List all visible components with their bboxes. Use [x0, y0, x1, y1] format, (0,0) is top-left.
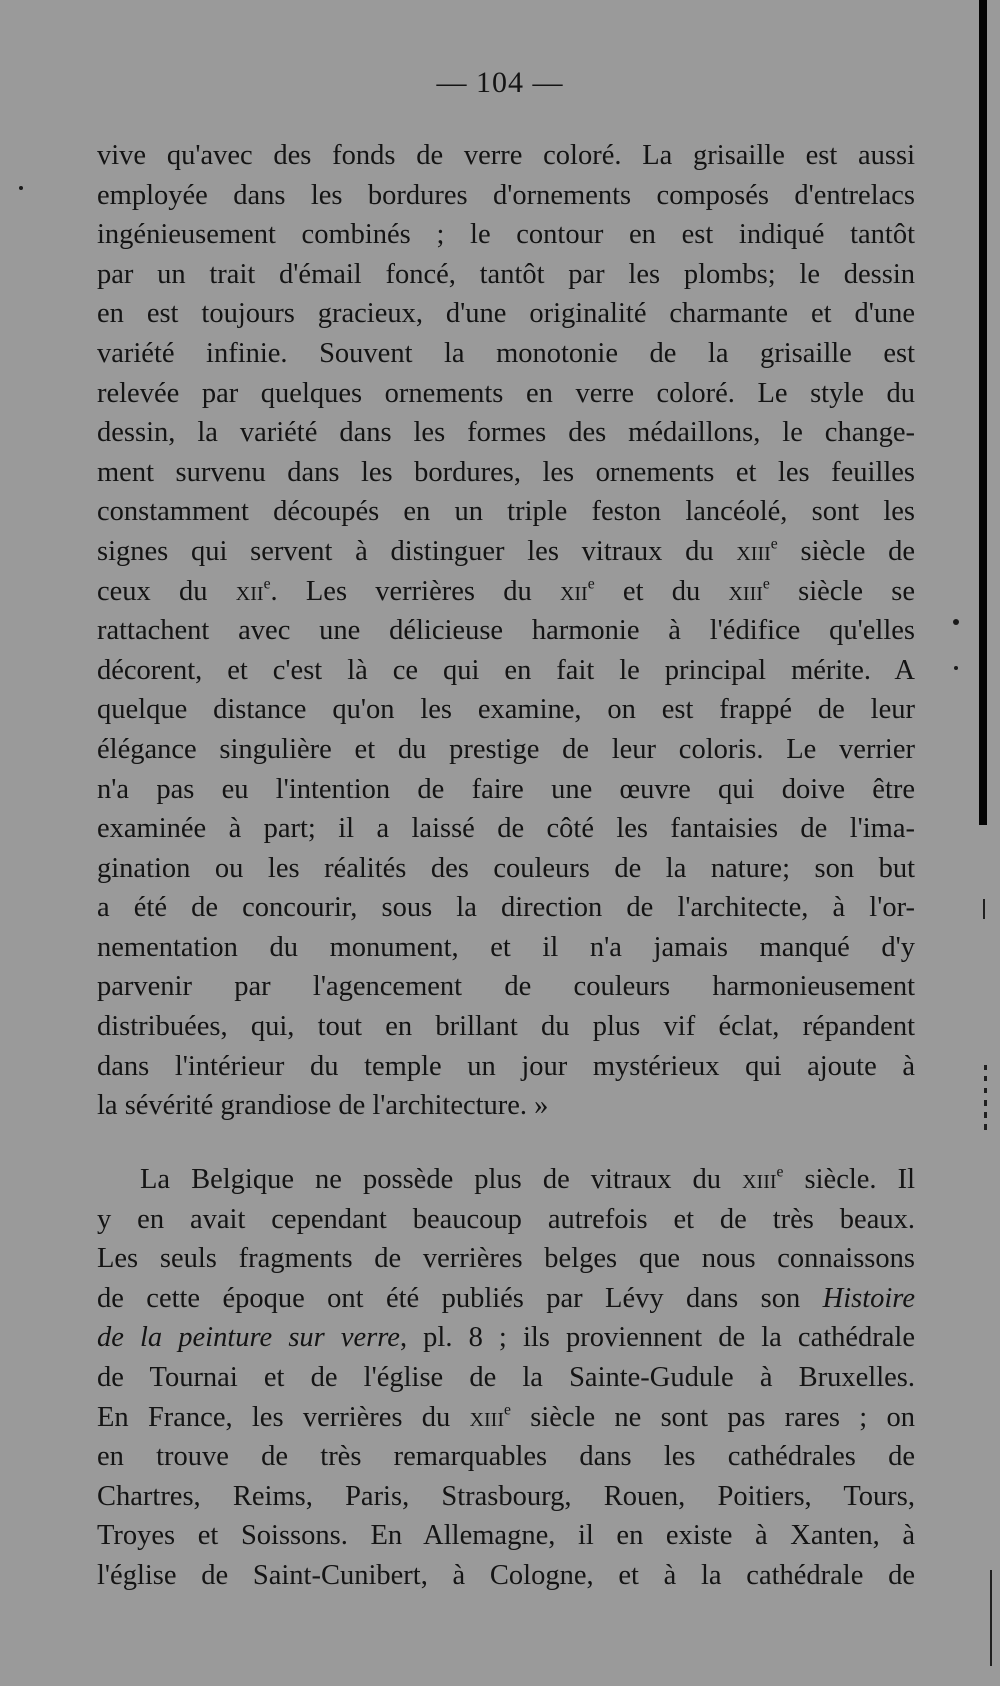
text-line: a été de concourir, sous la direction de l'architecte, à l'or-	[97, 892, 915, 924]
text-line: de Tournai et de l'église de la Sainte-Gudule à Bruxelles.	[97, 1361, 915, 1393]
text-line: vive qu'avec des fonds de verre coloré. La grisaille est aussi	[97, 140, 915, 171]
text-segment: En France, les verrières du	[97, 1401, 470, 1433]
text-segment: signes qui servent à distinguer les vitraux du	[97, 535, 737, 567]
text-line: Chartres, Reims, Paris, Strasbourg, Rouen, Poitiers, Tours,	[97, 1480, 915, 1512]
text-line: Les seuls fragments de verrières belges que nous connaissons	[97, 1243, 915, 1275]
text-line	[97, 572, 915, 612]
text-line	[97, 1398, 915, 1438]
text-line: examinée à part; il a laissé de côté les fantaisies de l'ima-	[97, 813, 915, 845]
book-title: Histoire	[822, 1282, 915, 1314]
paragraph-2	[97, 1160, 915, 1596]
text-line: Troyes et Soissons. En Allemagne, il en existe à Xanten, à	[97, 1520, 915, 1552]
scan-mark	[984, 1100, 987, 1106]
text-line: gination ou les réalités des couleurs de la nature; son but	[97, 852, 915, 884]
text-segment: siècle se	[769, 575, 915, 607]
century-numeral: xii	[235, 575, 264, 607]
text-line: décorent, et c'est là ce qui en fait le principal mérite. A	[97, 654, 915, 686]
text-segment: et du	[594, 575, 729, 607]
superscript: e	[504, 1400, 511, 1418]
superscript: e	[762, 574, 770, 592]
text-line	[97, 1160, 915, 1200]
century-numeral: xii	[559, 575, 588, 607]
text-line: rattachent avec une délicieuse harmonie à l'édifice qu'elles	[97, 615, 915, 647]
text-line: en trouve de très remarquables dans les cathédrales de	[97, 1441, 915, 1473]
scan-mark	[984, 1065, 987, 1070]
text-segment: siècle de	[777, 535, 915, 567]
text-line: employée dans les bordures d'ornements composés d'entrelacs	[97, 179, 915, 211]
text-line: ingénieusement combinés ; le contour en est indiqué tantôt	[97, 219, 915, 251]
text-segment: . Les verrières du	[270, 575, 560, 607]
text-line: distribuées, qui, tout en brillant du plus vif éclat, répandent	[97, 1011, 915, 1043]
text-line: la sévérité grandiose de l'architecture. »	[97, 1090, 549, 1122]
text-segment: siècle ne sont pas rares ; on	[510, 1401, 915, 1433]
text-line: quelque distance qu'on les examine, on est frappé de leur	[97, 694, 915, 726]
scan-edge-bar	[979, 0, 987, 825]
paragraph-1	[97, 136, 915, 1126]
text-line: n'a pas eu l'intention de faire une œuvre qui doive être	[97, 773, 915, 805]
text-segment: ceux du	[97, 575, 236, 607]
scan-mark	[983, 899, 985, 919]
text-line: nementation du monument, et il n'a jamais manqué d'y	[97, 931, 915, 963]
book-title: de la peinture sur verre	[97, 1322, 400, 1354]
text-line	[97, 1318, 915, 1358]
page-number: — 104 —	[436, 66, 564, 99]
text-line: en est toujours gracieux, d'une originalité charmante et d'une	[97, 298, 915, 330]
text-line	[97, 532, 915, 572]
century-numeral: xiii	[742, 1164, 777, 1195]
superscript: e	[770, 535, 778, 553]
text-segment: La Belgique ne possède plus de vitraux du	[140, 1164, 743, 1195]
scan-mark	[990, 1570, 992, 1666]
text-segment: , pl. 8 ; ils proviennent de la cathédrale	[399, 1322, 915, 1354]
text-line: dessin, la variété dans les formes des médaillons, le change-	[97, 417, 915, 449]
text-line: variété infinie. Souvent la monotonie de la grisaille est	[97, 337, 915, 369]
superscript: e	[587, 574, 595, 592]
scan-mark	[984, 1124, 987, 1130]
text-line: l'église de Saint-Cunibert, à Cologne, et à la cathédrale de	[97, 1559, 915, 1591]
text-line: constamment découpés en un triple feston lancéolé, sont les	[97, 496, 915, 528]
text-line: dans l'intérieur du temple un jour mystérieux qui ajoute à	[97, 1050, 915, 1082]
scan-speck	[953, 619, 959, 625]
superscript: e	[776, 1163, 784, 1181]
scan-mark	[984, 1076, 987, 1081]
text-line: y en avait cependant beaucoup autrefois et de très beaux.	[97, 1203, 915, 1235]
century-numeral: xiii	[469, 1401, 505, 1433]
century-numeral: xiii	[736, 535, 771, 567]
text-line: ment survenu dans les bordures, les ornements et les feuilles	[97, 456, 915, 488]
scan-mark	[984, 1088, 987, 1093]
text-segment: de cette époque ont été publiés par Lévy dans son	[97, 1282, 823, 1314]
superscript: e	[263, 574, 271, 592]
text-line: par un trait d'émail foncé, tantôt par les plombs; le dessin	[97, 258, 915, 290]
text-line: élégance singulière et du prestige de leur coloris. Le verrier	[97, 733, 915, 765]
scan-mark	[984, 1112, 987, 1118]
text-line	[97, 1279, 915, 1319]
scan-speck	[19, 186, 23, 190]
scan-speck	[954, 666, 958, 670]
century-numeral: xiii	[728, 575, 763, 607]
text-line: relevée par quelques ornements en verre coloré. Le style du	[97, 377, 915, 409]
text-line: parvenir par l'agencement de couleurs harmonieusement	[97, 971, 915, 1003]
text-segment: siècle. Il	[783, 1164, 915, 1195]
